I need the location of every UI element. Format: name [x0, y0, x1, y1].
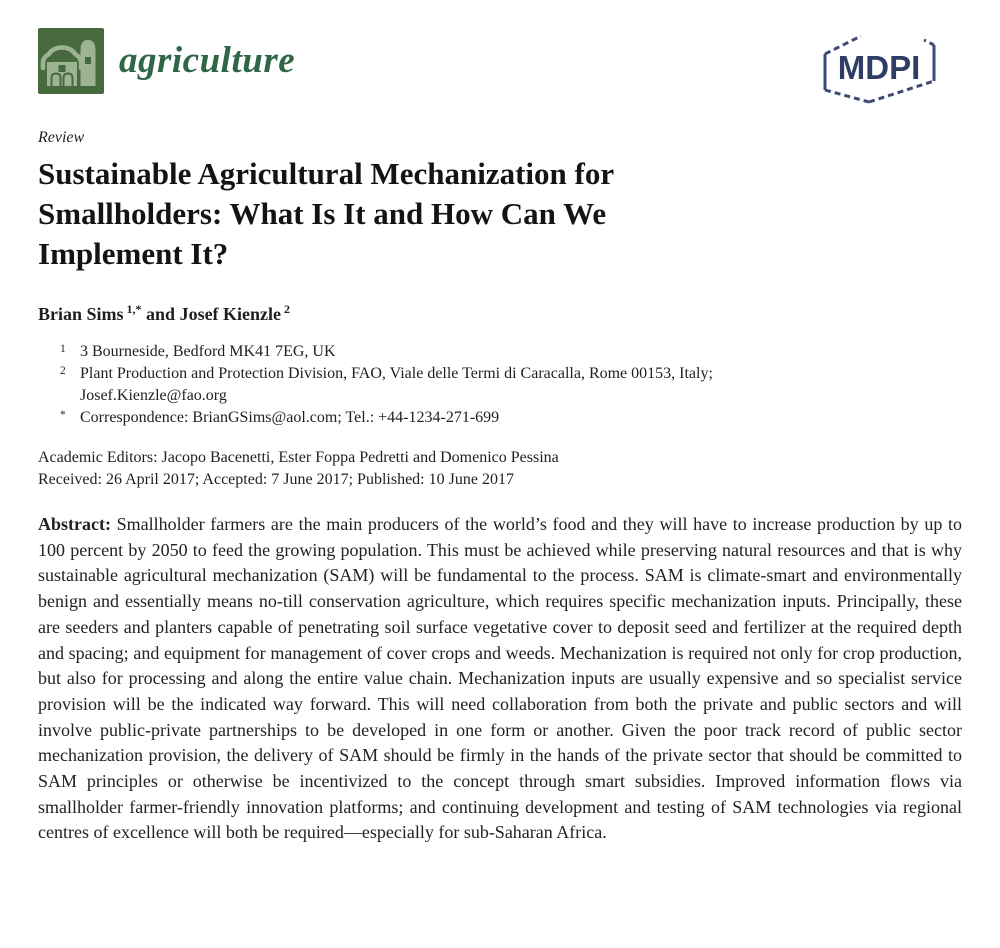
correspondence-marker: * — [60, 409, 66, 421]
author-1-affil-sup: 1,* — [126, 302, 142, 316]
affiliation-text: 3 Bourneside, Bedford MK41 7EG, UK — [80, 343, 336, 360]
title-line-1: Sustainable Agricultural Mechanization for — [38, 156, 615, 191]
journal-header — [38, 28, 945, 104]
abstract-label: Abstract: — [38, 514, 111, 534]
article-front-matter — [38, 128, 962, 846]
author-2-name: Josef Kienzle — [179, 304, 282, 324]
journal-title: agriculture — [119, 40, 296, 81]
journal-brand — [38, 28, 295, 94]
mdpi-wordmark: MDPI — [837, 49, 921, 86]
title-line-2: Smallholders: What Is It and How Can We — [38, 196, 607, 231]
academic-editors-line: Academic Editors: Jacopo Bacenetti, Ester Foppa Pedretti and Domenico Pessina — [38, 449, 559, 466]
agriculture-barn-icon — [38, 28, 104, 94]
article-history-line: Received: 26 April 2017; Accepted: 7 June 2017; Published: 10 June 2017 — [38, 470, 514, 488]
affiliation-marker: 2 — [60, 365, 66, 377]
authors-connector: and — [146, 304, 176, 324]
mdpi-logo — [813, 30, 945, 104]
authors-line — [38, 298, 962, 325]
affiliation-item — [38, 407, 962, 429]
correspondence-text: Correspondence: BrianGSims@aol.com; Tel.: +44-1234-271-699 — [80, 409, 500, 426]
affiliations-list — [38, 341, 962, 429]
abstract-text: Smallholder farmers are the main producers of the world’s food and they will have to increase production by up to 100 percent by 2050 to feed the growing population. This must be achieved while preserving natural resources and that is why sustainable agricultural mechanization (SAM) will be fundamental to the process. SAM is climate-smart and environmentally benign and essentially means no-till conservation agriculture, which requires specific mechanization inputs. Principally, these are seeders and planters capable of penetrating soil surface vegetative cover to deposit seed and fertilizer at the required depth and spacing; and equipment for management of cover crops and weeds. Mechanization is required not only for crop production, but also for processing and along the entire value chain. Mechanization inputs are usually expensive and so specialist service provision will be the indicated way forward. This will need collaboration from both the private and public sectors and will involve public-private partnerships to be developed in one form or another. Given the poor track record of public sector mechanization provision, the delivery of SAM should be firmly in the hands of the private sector that should be committed to SAM principles or otherwise be incentivized to the concept through smart subsidies. Improved information flows via smallholder farmer-friendly innovation platforms; and continuing development and testing of SAM technologies via regional centres of excellence will both be required—especially for sub-Saharan Africa. — [38, 514, 963, 843]
abstract-paragraph — [38, 512, 962, 846]
article-title — [38, 154, 962, 274]
affiliation-item — [38, 341, 962, 363]
author-1-name: Brian Sims — [38, 304, 124, 324]
affiliation-item — [38, 363, 962, 407]
affiliation-marker: 1 — [60, 343, 66, 355]
author-2-affil-sup: 2 — [284, 302, 291, 316]
article-type-label: Review — [38, 129, 85, 146]
editorial-block — [38, 447, 962, 490]
affiliation-text: Plant Production and Protection Division, FAO, Viale delle Termi di Caracalla, Rome 00153, Italy; Josef.Kienzle@fao.org — [80, 365, 713, 404]
title-line-3: Implement It? — [38, 236, 229, 271]
